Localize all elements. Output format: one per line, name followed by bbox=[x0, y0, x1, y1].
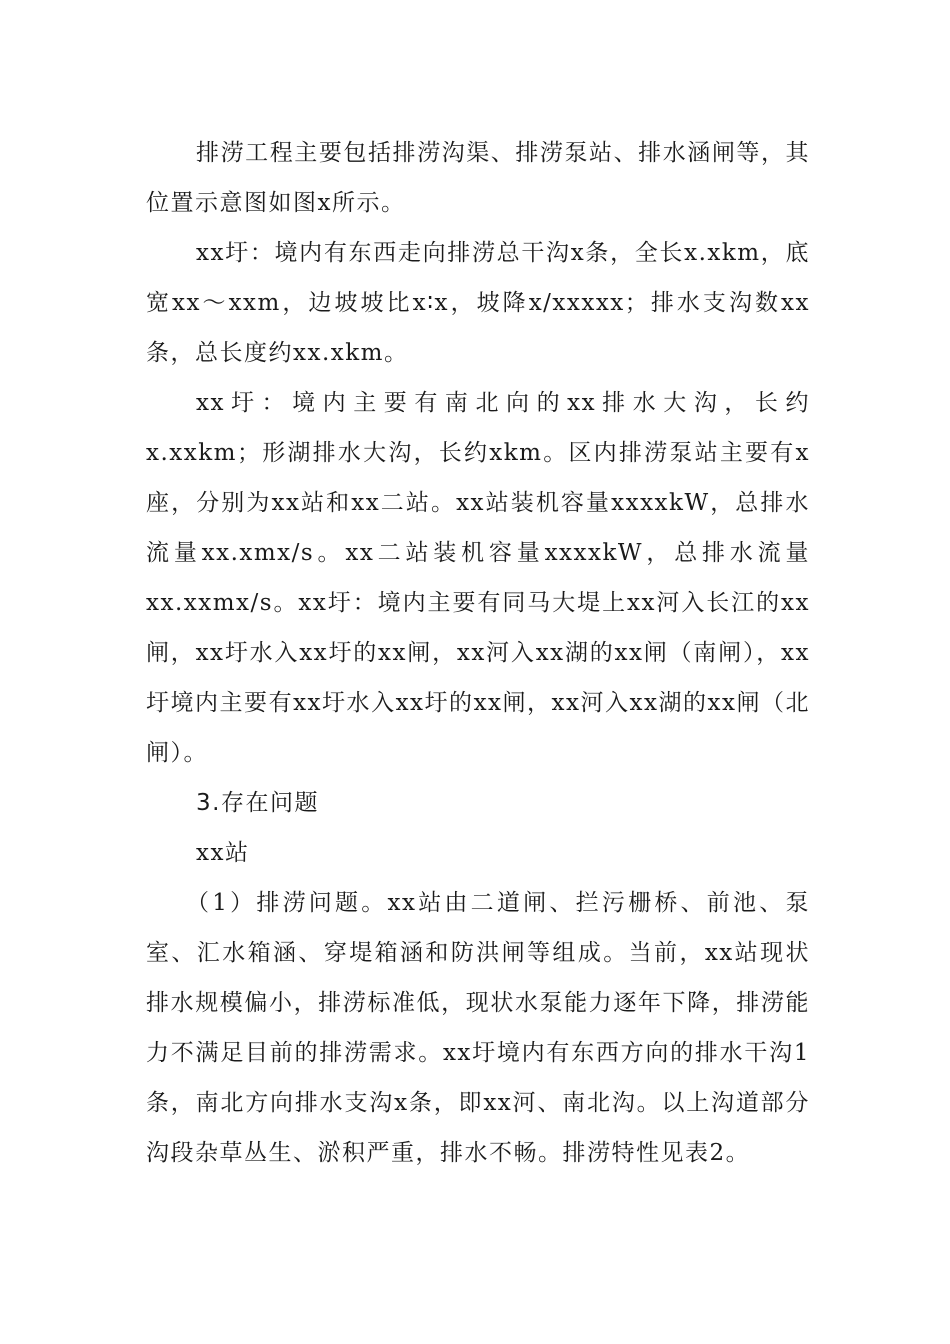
section-heading-existing-problems: 3.存在问题 bbox=[196, 790, 319, 816]
document-body bbox=[146, 128, 810, 1178]
paragraph-drainage-problem: （1）排涝问题。xx站由二道闸、拦污栅桥、前池、泵室、汇水箱涵、穿堤箱涵和防洪闸等组成。当前，xx站现状排水规模偏小，排涝标准低，现状水泵能力逐年下降，排涝能力不满足目前的排涝需求。xx圩境内有东西方向的排水干沟1条，南北方向排水支沟x条，即xx河、南北沟。以上沟道部分沟段杂草丛生、淤积严重，排水不畅。排涝特性见表2。 bbox=[146, 890, 810, 1166]
paragraph-polder-east-west-ditch: xx圩：境内有东西走向排涝总干沟x条，全长x.xkm，底宽xx～xxm，边坡坡比x∶x，坡降x/xxxxx；排水支沟数xx条，总长度约xx.xkm。 bbox=[146, 240, 810, 366]
paragraph-drainage-works-overview: 排涝工程主要包括排涝沟渠、排涝泵站、排水涵闸等，其位置示意图如图x所示。 bbox=[146, 140, 810, 216]
paragraph-polder-pump-stations-sluices: xx圩：境内主要有南北向的xx排水大沟，长约x.xxkm；形湖排水大沟，长约xkm。区内排涝泵站主要有x座，分别为xx站和xx二站。xx站装机容量xxxxkW，总排水流量xx.xmx/s。xx二站装机容量xxxxkW，总排水流量xx.xxmx/s。xx圩：境内主要有同马大堤上xx河入长江的xx闸，xx圩水入xx圩的xx闸，xx河入xx湖的xx闸（南闸），xx圩境内主要有xx圩水入xx圩的xx闸，xx河入xx湖的xx闸（北闸）。 bbox=[146, 390, 810, 766]
subheading-station: xx站 bbox=[196, 840, 250, 866]
